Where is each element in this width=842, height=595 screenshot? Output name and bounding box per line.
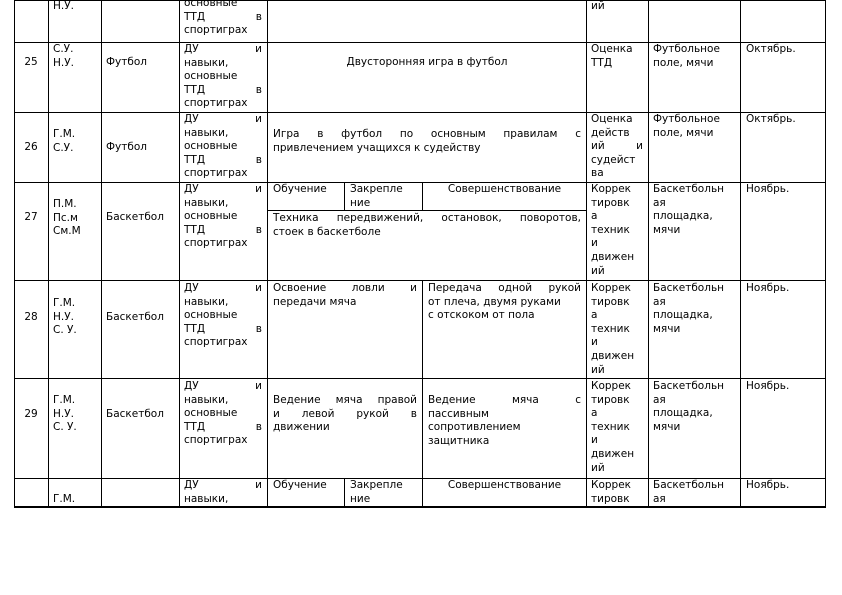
equipment-line: Баскетбольн xyxy=(653,479,724,491)
skills-cell xyxy=(184,380,262,448)
control-line: Оценка xyxy=(591,43,633,55)
sport-cell: Баскетбол xyxy=(106,311,164,323)
control-line: тировк xyxy=(591,196,630,209)
skills-line: основные xyxy=(184,407,238,420)
skills-line: основные xyxy=(184,70,238,83)
equipment-cell xyxy=(653,479,724,506)
content-left-cell xyxy=(273,282,417,309)
control-line: техник xyxy=(591,322,630,335)
teacher-line: Г.М. xyxy=(53,394,76,406)
control-line: техник xyxy=(591,420,630,433)
equipment-cell xyxy=(653,43,720,70)
skills-line: ДУ и xyxy=(184,380,262,392)
skills-line: ДУ и xyxy=(184,183,262,195)
teacher-cell xyxy=(53,297,77,338)
row-divider xyxy=(14,280,825,281)
skills-cell xyxy=(184,43,262,111)
month-cell: Октябрь. xyxy=(746,113,796,125)
teacher-line: Н.У. xyxy=(53,56,74,69)
equipment-line: ая xyxy=(653,196,666,209)
row-divider xyxy=(14,378,825,379)
equipment-line: ая xyxy=(653,492,666,505)
content-cell xyxy=(273,128,581,155)
teacher-line: См.М xyxy=(53,225,81,238)
equipment-line: площадка, xyxy=(653,407,713,420)
col-border xyxy=(48,0,49,508)
equipment-cell xyxy=(653,380,724,434)
skills-line: основные xyxy=(184,0,238,9)
control-cell xyxy=(591,380,634,475)
control-line: ий xyxy=(591,264,605,277)
control-line: Коррек xyxy=(591,479,632,491)
table-border-bottom xyxy=(14,506,825,508)
skills-line: основные xyxy=(184,140,238,153)
control-cell xyxy=(591,43,633,70)
content-line: Ведение мяча с xyxy=(428,394,581,406)
col-border xyxy=(101,0,102,508)
teacher-line: Г.М. xyxy=(53,493,76,505)
control-line: ий xyxy=(591,0,605,12)
control-cell xyxy=(591,479,631,506)
col-border xyxy=(267,0,268,508)
row-number: 26 xyxy=(24,141,38,153)
teacher-line: С. У. xyxy=(53,421,77,434)
skills-line: навыки, xyxy=(184,492,229,505)
skills-line: ДУ и xyxy=(184,282,262,294)
row-number: 25 xyxy=(24,56,38,68)
equipment-line: Баскетбольн xyxy=(653,282,724,294)
skills-line: спортиграх xyxy=(184,167,248,180)
content-cell: Двусторонняя игра в футбол xyxy=(346,56,508,68)
month-cell: Ноябрь. xyxy=(746,183,790,195)
teacher-line: Н.У. xyxy=(53,407,74,420)
content-line: движении xyxy=(273,421,330,434)
equipment-line: ая xyxy=(653,393,666,406)
skills-cell xyxy=(184,183,262,251)
row-number: 28 xyxy=(24,311,38,323)
row-number: 29 xyxy=(24,408,38,420)
skills-line: ТТД в xyxy=(184,83,262,96)
sport-cell: Баскетбол xyxy=(106,211,164,223)
stage-divider xyxy=(268,210,586,211)
month-cell: Ноябрь. xyxy=(746,479,790,491)
sport-cell: Футбол xyxy=(106,141,147,153)
content-line: с отскоком от пола xyxy=(428,309,535,322)
content-split xyxy=(422,280,423,478)
skills-line: ДУ и xyxy=(184,43,262,55)
control-line: ий xyxy=(591,363,605,376)
teacher-cell xyxy=(53,43,74,70)
skills-line: ТТД в xyxy=(184,223,262,236)
control-line: ТТД xyxy=(591,56,613,69)
equipment-line: мячи xyxy=(653,420,681,433)
content-line: Передача одной рукой xyxy=(428,282,581,294)
month-cell: Ноябрь. xyxy=(746,380,790,392)
teacher-line: Пс.м xyxy=(53,211,78,224)
col-border xyxy=(648,0,649,508)
equipment-line: Баскетбольн xyxy=(653,380,724,392)
skills-line: спортиграх xyxy=(184,97,248,110)
skills-line: ТТД в xyxy=(184,420,262,433)
control-line: и xyxy=(591,434,598,447)
skills-line: навыки, xyxy=(184,295,229,308)
control-line: Оценка xyxy=(591,113,633,125)
equipment-line: площадка, xyxy=(653,309,713,322)
equipment-line: мячи xyxy=(653,322,681,335)
month-cell: Октябрь. xyxy=(746,43,796,55)
content-cell xyxy=(273,212,581,239)
skills-line: навыки, xyxy=(184,196,229,209)
skills-line: навыки, xyxy=(184,56,229,69)
content-line: передачи мяча xyxy=(273,295,357,308)
month-cell: Ноябрь. xyxy=(746,282,790,294)
teacher-line: Н.У. xyxy=(53,0,74,12)
control-line: движен xyxy=(591,250,635,263)
sport-cell: Футбол xyxy=(106,56,147,68)
equipment-cell xyxy=(653,113,720,140)
control-line: ий xyxy=(591,461,605,474)
teacher-cell xyxy=(53,128,75,155)
stage-split xyxy=(344,182,345,210)
equipment-cell xyxy=(653,183,724,237)
equipment-line: поле, мячи xyxy=(653,126,714,139)
stage-consolidation xyxy=(350,183,403,210)
skills-cell xyxy=(184,0,262,38)
col-border xyxy=(14,0,15,508)
control-cell xyxy=(591,113,643,181)
control-line: Коррек xyxy=(591,183,632,195)
teacher-cell xyxy=(53,198,81,239)
equipment-line: ая xyxy=(653,295,666,308)
content-line: Игра в футбол по основным правилам с xyxy=(273,128,581,140)
content-line: стоек в баскетболе xyxy=(273,225,381,238)
control-cell xyxy=(591,0,605,14)
teacher-line: Н.У. xyxy=(53,310,74,323)
content-line: Техника передвижений, остановок, поворотов, xyxy=(273,212,581,224)
col-border xyxy=(740,0,741,508)
skills-line: основные xyxy=(184,210,238,223)
skills-line: ДУ и xyxy=(184,479,262,491)
control-line: и xyxy=(591,237,598,250)
control-line: тировк xyxy=(591,393,630,406)
control-line: а xyxy=(591,309,598,322)
stage-line: Закрепле xyxy=(350,183,403,195)
control-line: движен xyxy=(591,349,635,362)
skills-line: навыки, xyxy=(184,126,229,139)
teacher-line: С.У. xyxy=(53,43,74,55)
content-line: пассивным xyxy=(428,407,489,420)
stage-learning: Обучение xyxy=(273,479,327,491)
skills-line: спортиграх xyxy=(184,336,248,349)
equipment-line: Футбольное xyxy=(653,43,720,55)
skills-line: спортиграх xyxy=(184,237,248,250)
teacher-cell xyxy=(53,493,75,507)
control-line: тировк xyxy=(591,295,630,308)
equipment-line: Футбольное xyxy=(653,113,720,125)
control-line: действ xyxy=(591,126,630,139)
stage-split xyxy=(344,478,345,508)
teacher-line: П.М. xyxy=(53,198,77,210)
teacher-line: С.У. xyxy=(53,141,74,154)
control-line: а xyxy=(591,210,598,223)
stage-learning: Обучение xyxy=(273,183,327,195)
skills-line: ДУ и xyxy=(184,113,262,125)
sport-cell: Баскетбол xyxy=(106,408,164,420)
content-right-cell xyxy=(428,282,581,323)
content-line: от плеча, двумя руками xyxy=(428,295,561,308)
content-line: и левой рукой в xyxy=(273,407,417,420)
skills-line: ТТД в xyxy=(184,153,262,166)
content-line: защитника xyxy=(428,434,490,447)
control-line: ий и xyxy=(591,140,643,153)
skills-line: спортиграх xyxy=(184,434,248,447)
skills-cell xyxy=(184,479,262,506)
control-line: Коррек xyxy=(591,282,632,294)
col-border xyxy=(179,0,180,508)
stage-line: ние xyxy=(350,492,371,505)
col-border xyxy=(825,0,826,508)
skills-line: основные xyxy=(184,309,238,322)
control-line: тировк xyxy=(591,492,630,505)
control-line: а xyxy=(591,407,598,420)
control-cell xyxy=(591,282,634,377)
teacher-cell xyxy=(53,394,77,435)
teacher-line: Г.М. xyxy=(53,297,76,309)
teacher-line: С. У. xyxy=(53,324,77,337)
teacher-line: Г.М. xyxy=(53,128,76,140)
skills-line: навыки, xyxy=(184,393,229,406)
col-border xyxy=(586,0,587,508)
content-line: сопротивлением xyxy=(428,421,521,434)
equipment-line: Баскетбольн xyxy=(653,183,724,195)
content-line: Освоение ловли и xyxy=(273,282,417,294)
skills-cell xyxy=(184,282,262,350)
stage-consolidation xyxy=(350,479,403,506)
teacher-cell xyxy=(53,0,74,14)
skills-line: ТТД в xyxy=(184,10,262,23)
content-line: привлечением учащихся к судейству xyxy=(273,141,481,154)
control-line: и xyxy=(591,336,598,349)
skills-line: ТТД в xyxy=(184,322,262,335)
content-right-cell xyxy=(428,394,581,448)
control-line: движен xyxy=(591,447,635,460)
control-line: судейст xyxy=(591,153,636,166)
stage-line: ние xyxy=(350,196,371,209)
equipment-line: поле, мячи xyxy=(653,56,714,69)
control-line: ва xyxy=(591,167,604,180)
table-border-top xyxy=(14,0,825,1)
equipment-cell xyxy=(653,282,724,336)
stage-improvement: Совершенствование xyxy=(447,479,562,491)
content-line: Ведение мяча правой xyxy=(273,394,417,406)
control-line: Коррек xyxy=(591,380,632,392)
stage-line: Закрепле xyxy=(350,479,403,491)
equipment-line: площадка, xyxy=(653,210,713,223)
skills-cell xyxy=(184,113,262,181)
control-line: техник xyxy=(591,223,630,236)
content-left-cell xyxy=(273,394,417,435)
skills-line: спортиграх xyxy=(184,24,248,37)
control-cell xyxy=(591,183,634,278)
stage-improvement: Совершенствование xyxy=(447,183,562,195)
row-number: 27 xyxy=(24,211,38,223)
equipment-line: мячи xyxy=(653,223,681,236)
